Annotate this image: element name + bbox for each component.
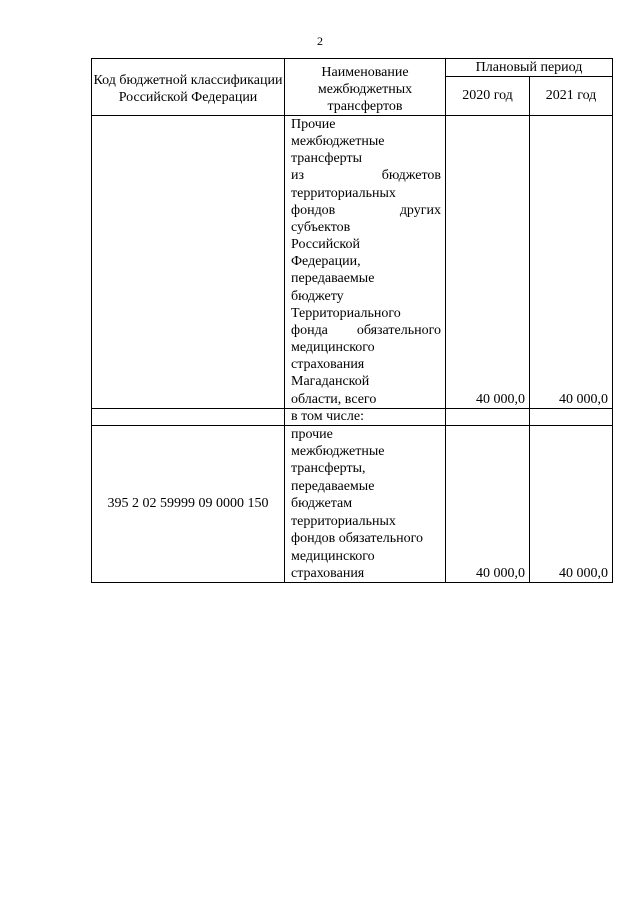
header-year-2021: 2021 год bbox=[530, 77, 613, 116]
row-name bbox=[285, 425, 446, 583]
header-plan-period: Плановый период bbox=[446, 59, 613, 77]
name-word: фондов bbox=[291, 202, 336, 218]
page-number: 2 bbox=[317, 34, 323, 48]
table-row bbox=[92, 408, 613, 425]
name-line bbox=[291, 322, 441, 339]
table-row bbox=[92, 425, 613, 583]
name-word: из bbox=[291, 168, 305, 184]
amount-2021: 40 000,0 bbox=[530, 425, 613, 583]
name-word: фонда bbox=[291, 322, 328, 338]
name-line: территориальных bbox=[291, 185, 396, 201]
name-line: Российской bbox=[291, 237, 360, 253]
name-line: медицинского bbox=[291, 548, 375, 564]
amount-2021: 40 000,0 bbox=[530, 116, 613, 409]
name-line: Прочие bbox=[291, 117, 336, 132]
name-line: прочие bbox=[291, 426, 333, 442]
amount-2020 bbox=[446, 408, 530, 425]
amount-2020: 40 000,0 bbox=[446, 116, 530, 409]
name-word: обязательного bbox=[356, 322, 441, 338]
name-line bbox=[291, 202, 441, 219]
row-code bbox=[92, 116, 285, 409]
amount-2021 bbox=[530, 408, 613, 425]
header-row bbox=[92, 59, 613, 77]
row-name bbox=[285, 116, 446, 409]
table-row bbox=[92, 116, 613, 409]
name-line: субъектов bbox=[291, 219, 351, 235]
name-line: территориальных bbox=[291, 513, 396, 529]
header-code: Код бюджетной классификации Российской Федерации bbox=[92, 59, 285, 116]
budget-table bbox=[91, 58, 613, 583]
header-year-2020: 2020 год bbox=[446, 77, 530, 116]
amount-2020: 40 000,0 bbox=[446, 425, 530, 583]
name-line: страхования bbox=[291, 565, 365, 581]
row-name: в том числе: bbox=[285, 408, 446, 425]
name-line: межбюджетные bbox=[291, 134, 385, 150]
header-name: Наименование межбюджетных трансфертов bbox=[285, 59, 446, 116]
name-line: бюджетам bbox=[291, 496, 353, 512]
name-line: передаваемые bbox=[291, 478, 375, 494]
name-line bbox=[291, 167, 441, 184]
name-line: передаваемые bbox=[291, 271, 375, 287]
row-code bbox=[92, 408, 285, 425]
name-line: межбюджетные bbox=[291, 444, 385, 460]
name-line: Территориального bbox=[291, 305, 401, 321]
name-line: Федерации, bbox=[291, 254, 361, 270]
row-code: 395 2 02 59999 09 0000 150 bbox=[92, 425, 285, 583]
name-line: области, всего bbox=[291, 391, 377, 407]
name-word: других bbox=[399, 202, 441, 218]
name-line: страхования bbox=[291, 357, 365, 373]
name-line: медицинского bbox=[291, 340, 375, 356]
name-word: бюджетов bbox=[381, 168, 441, 184]
name-line: фондов обязательного bbox=[291, 531, 423, 547]
name-line: трансферты bbox=[291, 151, 363, 167]
name-line: Магаданской bbox=[291, 374, 370, 390]
name-line: трансферты, bbox=[291, 461, 366, 477]
name-line: бюджету bbox=[291, 288, 344, 304]
